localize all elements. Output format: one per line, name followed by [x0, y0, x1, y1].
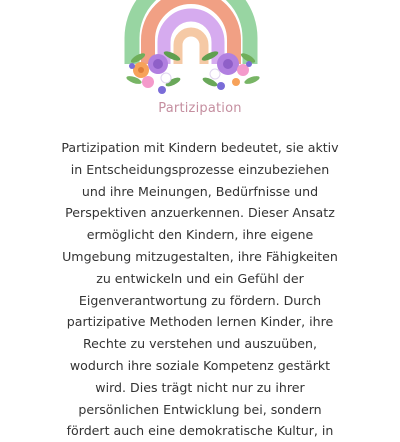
watercolor-rainbow-with-flowers-icon — [118, 0, 264, 100]
page-title: Partizipation — [158, 101, 242, 116]
description-paragraph: Partizipation mit Kindern bedeutet, sie aktiv in Entscheidungsprozesse einzubeziehen und ihre Meinungen, Bedürfnisse und Perspektiven anzuerkennen. Dieser Ansatz ermöglicht den Kindern, ihre eigene Umgebung mitzugestalten, ihre Fähigkeiten zu entwickeln und ein Gefühl der Eigenverantwortung zu fördern. Durch partizipative Methoden lernen Kinder, ihre Rechte zu verstehen und auszuüben, wodurch ihre soziale Kompetenz gestärkt wird. Dies trägt nicht nur zu ihrer persönlichen Entwicklung bei, sondern fördert auch eine demokratische Kultur, in — [61, 140, 339, 439]
